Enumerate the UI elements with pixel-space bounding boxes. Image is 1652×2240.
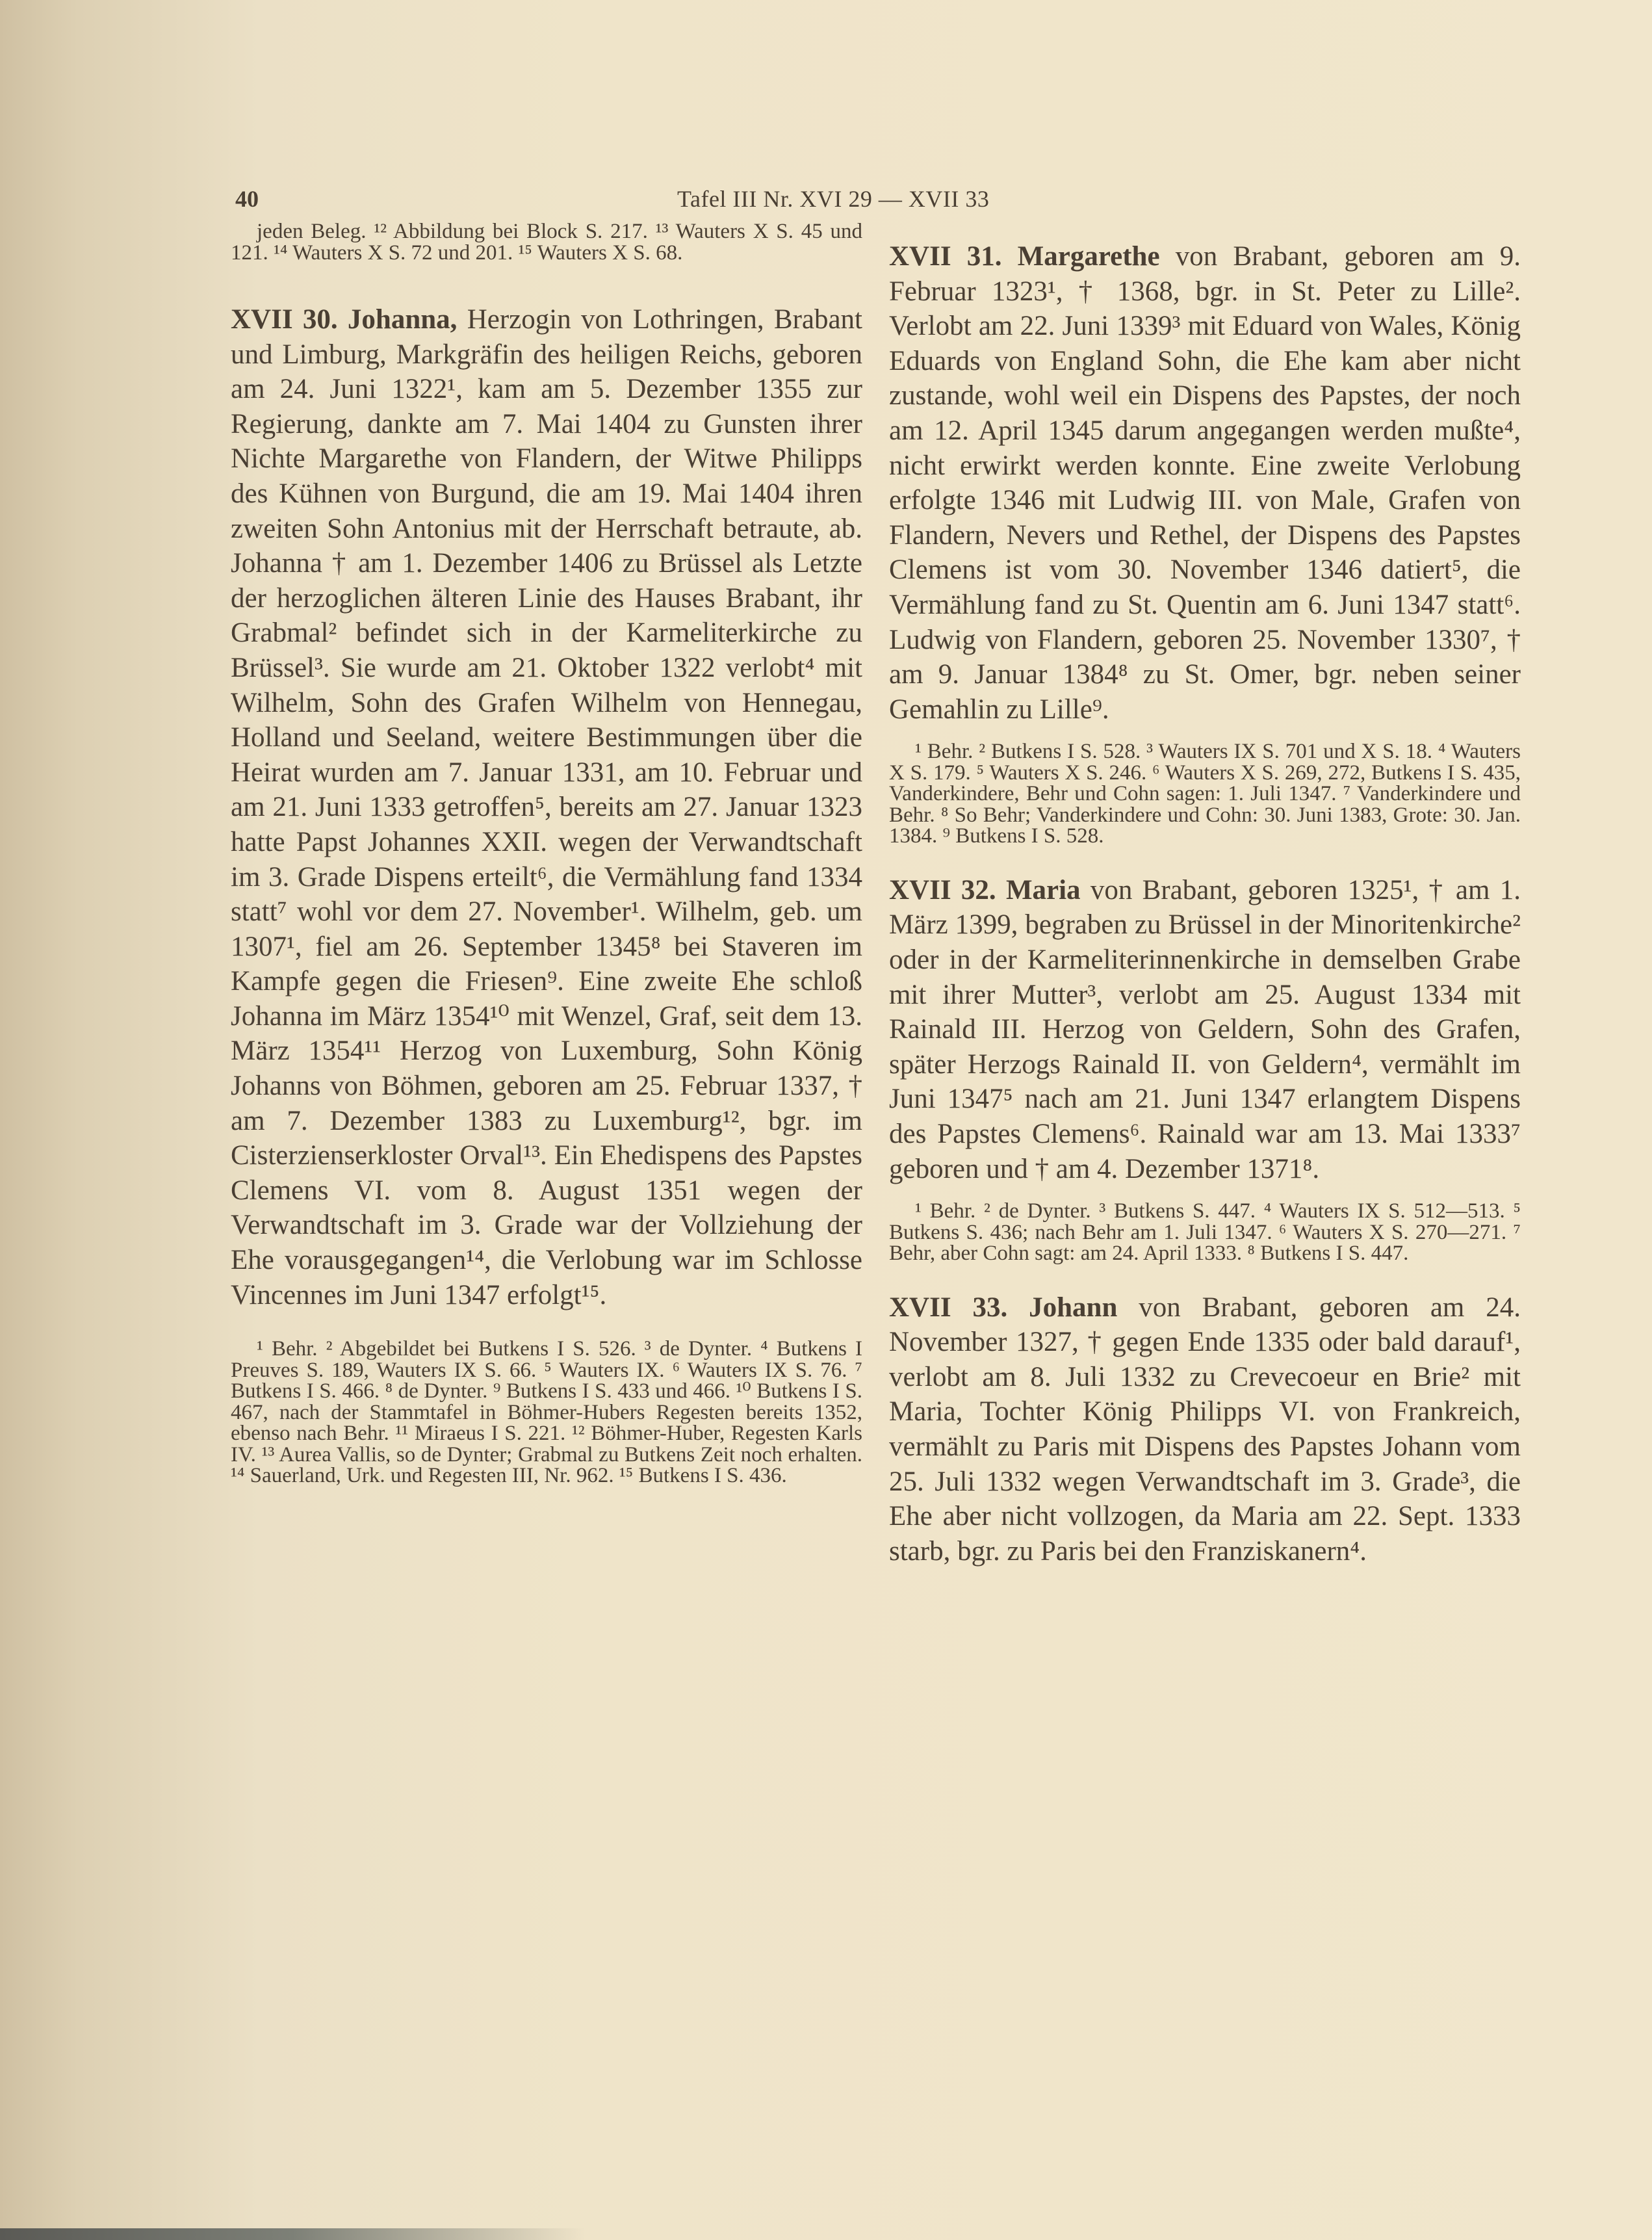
entry-text: von Brabant, geboren 1325¹, † am 1. März 1399, begraben zu Brüssel in der Minoritenkirche² oder in der Karmeliterinnenkirche in demselben Grabe mit ihrer Mutter³, verlobt am 25. August 1334 mit Rainald III. Herzog von Geldern, Sohn des Grafen, später Herzogs Rainald II. von Geldern⁴, vermählt im Juni 1347⁵ nach am 21. Juni 1347 erlangtem Dispens des Papstes Clemens⁶. Rainald war am 13. Mai 1333⁷ geboren und † am 4. Dezember 1371⁸. — [889, 874, 1521, 1184]
entry-xvii-30-footnotes: ¹ Behr. ² Abgebildet bei Butkens I S. 526. ³ de Dynter. ⁴ Butkens I Preuves S. 189, Wauters IX S. 66. ⁵ Wauters IX. ⁶ Wauters IX S. 76. ⁷ Butkens I S. 466. ⁸ de Dynter. ⁹ Butkens I S. 433 und 466. ¹⁰ Butkens I S. 467, nach der Stammtafel in Böhmer-Hubers Regesten bereits 1352, ebenso nach Behr. ¹¹ Miraeus I S. 221. ¹² Böhmer-Huber, Regesten Karls IV. ¹³ Aurea Vallis, so de Dynter; Grabmal zu Butkens Zeit noch erhalten. ¹⁴ Sauerland, Urk. und Regesten III, Nr. 962. ¹⁵ Butkens I S. 436. — [231, 1337, 862, 1488]
entry-xvii-33 — [889, 1290, 1521, 1569]
page-header — [235, 185, 1509, 218]
entry-text: von Brabant, geboren am 9. Februar 1323¹, † 1368, bgr. in St. Peter zu Lille². Verlobt am 22. Juni 1339³ mit Eduard von Wales, König Eduards von England Sohn, die Ehe kam aber nicht zustande, wohl weil ein Dispens des Papstes, der noch am 12. April 1345 darum angegangen werden mußte⁴, nicht erwirkt werden konnte. Eine zweite Verlobung erfolgte 1346 mit Ludwig III. von Male, Grafen von Flandern, Nevers und Rethel, der Dispens des Papstes Clemens ist vom 30. November 1346 datiert⁵, die Vermählung fand zu St. Quentin am 6. Juni 1347 statt⁶. Ludwig von Flandern, geboren 25. November 1330⁷, † am 9. Januar 1384⁸ zu St. Omer, bgr. neben seiner Gemahlin zu Lille⁹. — [889, 241, 1521, 725]
carryover-footnotes: jeden Beleg. ¹² Abbildung bei Block S. 217. ¹³ Wauters X S. 45 und 121. ¹⁴ Wauters X S. 72 und 201. ¹⁵ Wauters X S. 68. — [231, 220, 862, 265]
entry-text: von Brabant, geboren am 24. November 1327, † gegen Ende 1335 oder bald darauf¹, verlobt am 8. Juli 1332 zu Crevecoeur en Brie² mit Maria, Tochter König Philipps VI. von Frankreich, vermählt zu Paris mit Dispens des Papstes Johann vom 25. Juli 1332 wegen Verwandtschaft im 3. Grade³, die Ehe aber nicht vollzogen, da Maria am 22. Sept. 1333 starb, bgr. zu Paris bei den Franziskanern⁴. — [889, 1292, 1521, 1567]
scan-edge-shadow — [0, 2228, 585, 2240]
left-column — [231, 221, 862, 1487]
page-number: 40 — [235, 186, 259, 212]
entry-xvii-31 — [889, 239, 1521, 727]
entry-number: XVII 31. — [889, 241, 1002, 272]
entry-number: XVII 33. — [889, 1292, 1008, 1323]
entry-name: Maria — [1005, 874, 1081, 905]
running-title: Tafel III Nr. XVI 29 — XVII 33 — [677, 186, 990, 212]
entry-number: XVII 30. — [231, 304, 338, 335]
right-column — [889, 239, 1521, 1569]
entry-name: Johann — [1029, 1292, 1118, 1323]
entry-text: Herzogin von Lothringen, Brabant und Limburg, Markgräfin des heiligen Reichs, geboren am 24. Juni 1322¹, kam am 5. Dezember 1355 zur Regierung, dankte am 7. Mai 1404 zu Gunsten ihrer Nichte Margarethe von Flandern, der Witwe Philipps des Kühnen von Burgund, die am 19. Mai 1404 ihren zweiten Sohn Antonius mit der Herrschaft betraute, ab. Johanna † am 1. Dezember 1406 zu Brüssel als Letzte der herzoglichen älteren Linie des Hauses Brabant, ihr Grabmal² befindet sich in der Karmeliterkirche zu Brüssel³. Sie wurde am 21. Oktober 1322 verlobt⁴ mit Wilhelm, Sohn des Grafen Wilhelm von Hennegau, Holland und Seeland, weitere Bestimmungen über die Heirat wurden am 7. Januar 1331, am 10. Februar und am 21. Juni 1333 getroffen⁵, bereits am 27. Januar 1323 hatte Papst Johannes XXII. wegen der Verwandtschaft im 3. Grade Dispens erteilt⁶, die Vermählung fand 1334 statt⁷ wohl vor dem 27. November¹. Wilhelm, geb. um 1307¹, fiel am 26. September 1345⁸ bei Staveren im Kampfe gegen die Friesen⁹. Eine zweite Ehe schloß Johanna im März 1354¹⁰ mit Wenzel, Graf, seit dem 13. März 1354¹¹ Herzog von Luxemburg, Sohn König Johanns von Böhmen, geboren am 25. Februar 1337, † am 7. Dezember 1383 zu Luxemburg¹², bgr. im Cisterzienserkloster Orval¹³. Ein Ehedispens des Papstes Clemens VI. vom 8. August 1351 wegen der Verwandtschaft im 3. Grade war der Vollziehung der Ehe vorausgegangen¹⁴, die Verlobung war im Schlosse Vincennes im Juni 1347 erfolgt¹⁵. — [231, 304, 863, 1310]
entry-xvii-32 — [889, 873, 1521, 1186]
entry-xvii-32-footnotes: ¹ Behr. ² de Dynter. ³ Butkens S. 447. ⁴ Wauters IX S. 512—513. ⁵ Butkens S. 436; nach Behr am 1. Juli 1347. ⁶ Wauters X S. 270—271. ⁷ Behr, aber Cohn sagt: am 24. April 1333. ⁸ Butkens I S. 447. — [889, 1199, 1521, 1266]
entry-name: Margarethe — [1017, 241, 1160, 272]
entry-number: XVII 32. — [889, 874, 996, 905]
entry-xvii-30 — [231, 302, 862, 1312]
entry-name: Johanna, — [347, 304, 458, 335]
entry-xvii-31-footnotes: ¹ Behr. ² Butkens I S. 528. ³ Wauters IX S. 701 und X S. 18. ⁴ Wauters X S. 179. ⁵ Wauters X S. 246. ⁶ Wauters X S. 269, 272, Butkens I S. 435, Vanderkindere, Behr und Cohn sagen: 1. Juli 1347. ⁷ Vanderkindere und Behr. ⁸ So Behr; Vanderkindere und Cohn: 30. Juni 1383, Grote: 30. Jan. 1384. ⁹ Butkens I S. 528. — [889, 740, 1521, 848]
